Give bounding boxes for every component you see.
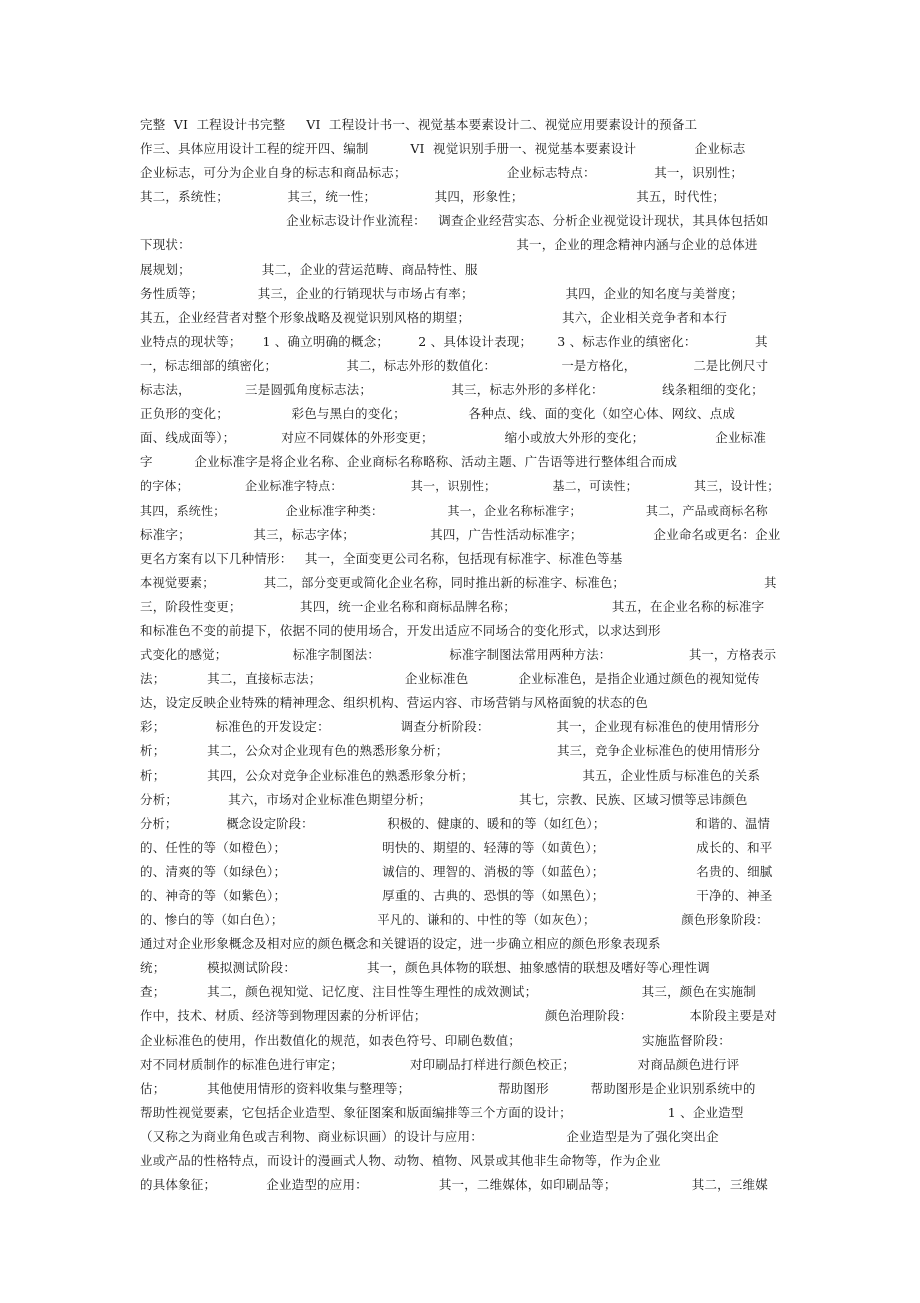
text-line: 估； 其他使用情形的资料收集与整理等； 帮助图形 帮助图形是企业识别系统中的 bbox=[140, 1080, 756, 1096]
text-line: 标志法， 三是圆弧角度标志法； 其三，标志外形的多样化： 线条粗细的变化； bbox=[140, 382, 764, 398]
text-line: 查； 其二，颜色视知觉、记忆度、注目性等生理性的成效测试； 其三，颜色在实施制 bbox=[140, 984, 756, 1000]
text-line: 正负形的变化； 彩色与黑白的变化； 各种点、线、面的变化（如空心体、网纹、点成 bbox=[140, 406, 736, 422]
text-line: 一，标志细部的缜密化； 其二，标志外形的数值化： 一是方格化， 二是比例尺寸 bbox=[140, 358, 769, 373]
text-line: 完整 VI 工程设计书完整 VI 工程设计书一、视觉基本要素设计二、视觉应用要素设计的预备工 bbox=[140, 117, 698, 132]
text-line: 的具体象征； 企业造型的应用： 其一，二维媒体，如印刷品等； 其二，三维媒 bbox=[140, 1177, 768, 1193]
text-line: 企业标准色的使用，作出数值化的规范，如表色符号、印刷色数值； 实施监督阶段： bbox=[140, 1032, 731, 1048]
text-line: 下现状： 其一，企业的理念精神内涵与企业的总体进 bbox=[140, 237, 758, 253]
text-line: 析； 其四，公众对竞争企业标准色的熟悉形象分析； 其五，企业性质与标准色的关系 bbox=[140, 767, 761, 783]
document-body bbox=[140, 113, 780, 1197]
text-line: 企业标志，可分为企业自身的标志和商品标志； 企业标志特点： 其一，识别性； bbox=[140, 165, 744, 181]
text-line: 的、惨白的等（如白色）； 平凡的、谦和的、中性的等（如灰色）； 颜色形象阶段： bbox=[140, 913, 769, 928]
text-line: 其五，企业经营者对整个形象战略及视觉识别风格的期望； 其六，企业相关竞争者和本行 bbox=[140, 309, 728, 325]
text-line: 通过对企业形象概念及相对应的颜色概念和关键语的设定，进一步确立相应的颜色形象表现系 bbox=[140, 936, 661, 952]
text-line: 达，设定反映企业特殊的精神理念、组织机构、营运内容、市场营销与风格面貌的状态的色 bbox=[140, 695, 649, 711]
text-line: 更名方案有以下几种情形： 其一，全面变更公司名称，包括现有标准字、标准色等基 bbox=[140, 550, 623, 566]
text-line: 的、神奇的等（如紫色）； 厚重的、古典的、恐惧的等（如黑色）； 干净的、神圣 bbox=[140, 888, 773, 903]
text-line: 法； 其二，直接标志法； 企业标准色 企业标准色，是指企业通过颜色的视知觉传 bbox=[140, 671, 760, 687]
text-line: 分析； 概念设定阶段： 积极的、健康的、暖和的等（如红色）； 和谐的、温情 bbox=[140, 816, 771, 831]
text-line: 统； 模拟测试阶段： 其一，颜色具体物的联想、抽象感情的联想及嗜好等心理性调 bbox=[140, 960, 710, 976]
text-line: 式变化的感觉； 标准字制图法： 标准字制图法常用两种方法： 其一，方格表示 bbox=[140, 648, 777, 663]
text-line: 作三、具体应用设计工程的绽开四、编制 VI 视觉识别手册一、视觉基本要素设计 企业标志 bbox=[140, 141, 746, 157]
text-line: 展规划； 其二，企业的营运范畴、商品特性、服 bbox=[140, 261, 478, 277]
text-line: 业特点的现状等； 1 、确立明确的概念； 2 、具体设计表现； 3 、标志作业的缜密化： 其 bbox=[140, 333, 768, 349]
text-line: 务性质等； 其三，企业的行销现状与市场占有率； 其四，企业的知名度与美誉度； bbox=[140, 285, 744, 301]
text-line: 作中，技术、材质、经济等到物理因素的分析评估； 颜色治理阶段： 本阶段主要是对 bbox=[140, 1009, 777, 1024]
text-line: 业或产品的性格特点，而设计的漫画式人物、动物、植物、风景或其他非生命物等，作为企业 bbox=[140, 1153, 661, 1169]
text-line: 面、线成面等）； 对应不同媒体的外形变更； 缩小或放大外形的变化； 企业标准 bbox=[140, 430, 767, 446]
text-line: 帮助性视觉要素，它包括企业造型、象征图案和版面编排等三个方面的设计； 1 、企业造型 bbox=[140, 1104, 744, 1120]
text-line: 其四，系统性； 企业标准字种类： 其一，企业名称标准字； 其二，产品或商标名称 bbox=[140, 503, 768, 518]
text-line: 标准字； 其三，标志字体； 其四，广告性活动标准字； 企业命名或更名：企业 bbox=[140, 526, 780, 542]
text-line: 本视觉要素； 其二，部分变更或简化企业名称，同时推出新的标准字、标准色； 其 bbox=[140, 575, 777, 590]
text-line: 分析； 其六，市场对企业标准色期望分析； 其七，宗教、民族、区域习惯等忌讳颜色 bbox=[140, 791, 748, 807]
text-line: 析； 其二，公众对企业现有色的熟悉形象分析； 其三，竞争企业标准色的使用情形分 bbox=[140, 743, 761, 759]
text-line: 和标准色不变的前提下，依据不同的使用场合，开发出适应不同场合的变化形式，以求达到形 bbox=[140, 622, 661, 638]
text-line: 的、任性的等（如橙色）； 明快的、期望的、轻薄的等（如黄色）； 成长的、和平 bbox=[140, 839, 773, 855]
text-line: 的字体； 企业标准字特点： 其一，识别性； 基二，可读性； 其三，设计性； bbox=[140, 479, 780, 494]
text-line: 对不同材质制作的标准色进行审定； 对印刷品打样进行颜色校正； 对商品颜色进行评 bbox=[140, 1056, 740, 1072]
text-line: 其二，系统性； 其三，统一性； 其四，形象性； 其五，时代性； bbox=[140, 189, 726, 205]
text-line: 字 企业标准字是将企业名称、企业商标名称略称、活动主题、广告语等进行整体组合而成 bbox=[140, 454, 678, 470]
text-line: 彩； 标准色的开发设定： 调查分析阶段： 其一，企业现有标准色的使用情形分 bbox=[140, 719, 760, 735]
text-line: 的、清爽的等（如绿色）； 诚信的、理智的、消极的等（如蓝色）； 名贵的、细腻 bbox=[140, 863, 773, 879]
text-line: （又称之为商业角色或吉利物、商业标识画）的设计与应用： 企业造型是为了强化突出企 bbox=[140, 1128, 719, 1144]
text-line: 企业标志设计作业流程： 调查企业经营实态、分析企业视觉设计现状，其具体包括如 bbox=[140, 213, 769, 229]
text-line: 三，阶段性变更； 其四，统一企业名称和商标品牌名称； 其五，在企业名称的标准字 bbox=[140, 598, 765, 614]
